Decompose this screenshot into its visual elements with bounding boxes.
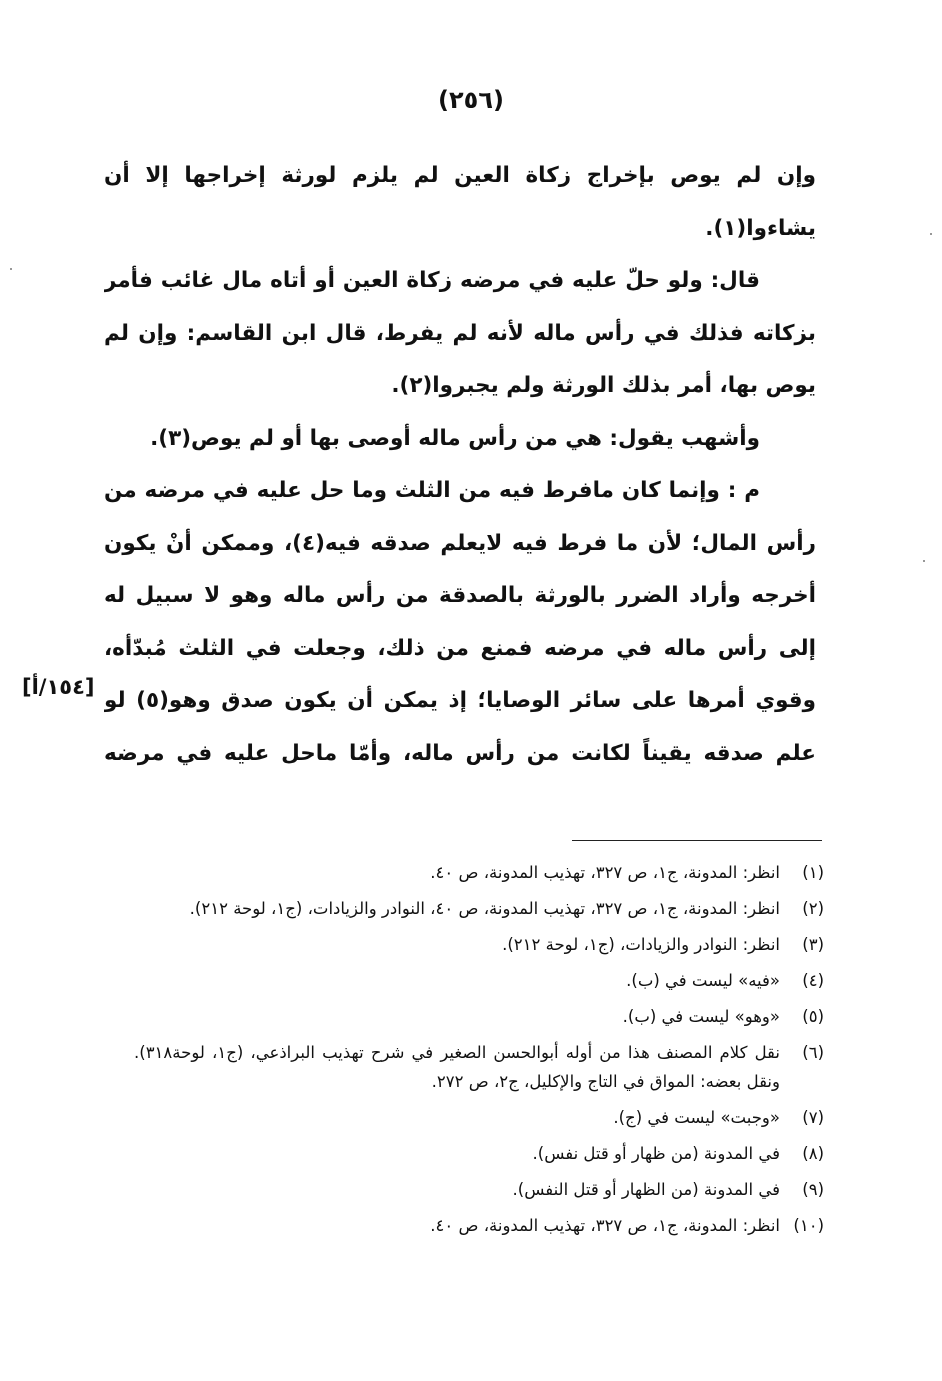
footnote [134, 1002, 824, 1031]
folio-marker: [١٥٤/أ] [22, 675, 95, 699]
footnote-number: (٩) [802, 1180, 824, 1199]
footnote-number: (٨) [802, 1144, 824, 1163]
footnote [134, 1038, 824, 1096]
footnote-number: (٢) [802, 899, 824, 918]
footnote [134, 858, 824, 887]
paragraph: وإن لم يوص بإخراج زكاة العين لم يلزم لورثة إخراجها إلا أن يشاءوا(١). [104, 163, 816, 241]
footnote-text: انظر: النوادر والزيادات، (ج١، لوحة ٢١٢). [502, 935, 780, 954]
footnote [134, 1103, 824, 1132]
paragraph: م : وإنما كان مافرط فيه من الثلث وما حل عليه في مرضه من رأس المال؛ لأن ما فرط فيه لايعلم صدقه فيه(٤)، وممكن أنْ يكون أخرجه وأراد الضرر بالورثة بالصدقة من رأس ماله وهو لا سبيل له إلى رأس ماله في مرضه فمنع من ذلك، وجعلت في الثلث مُبدّأه، وقوي أمرها على سائر الوصايا؛ إذ يمكن أن يكون صدق وهو(٥) لو علم صدقه يقيناً لكانت من رأس ماله، وأمّا ماحل عليه في مرضه [104, 478, 816, 766]
footnote [134, 894, 824, 923]
footnote [134, 1175, 824, 1204]
paragraph: وأشهب يقول: هي من رأس ماله أوصى بها أو لم يوص(٣). [150, 425, 760, 451]
scan-speck [923, 560, 925, 562]
footnote-text: في المدونة (من الظهار أو قتل النفس). [512, 1180, 780, 1199]
footnote-number: (٤) [802, 971, 824, 990]
footnote [134, 966, 824, 995]
footnote [134, 1211, 824, 1240]
scan-speck [930, 233, 932, 235]
footnote-text: «فيه» ليست في (ب). [626, 971, 780, 990]
footnote-text: نقل كلام المصنف هذا من أوله أبوالحسن الصغير في شرح تهذيب البراذعي، (ج١، لوحة٣١٨). ونقل بعضه: المواق في التاج والإكليل، ج٢، ص ٢٧٢. [134, 1043, 780, 1091]
footnote-text: انظر: المدونة، ج١، ص ٣٢٧، تهذيب المدونة، ص ٤٠، النوادر والزيادات، (ج١، لوحة ٢١٢). [189, 899, 780, 918]
footnote-text: انظر: المدونة، ج١، ص ٣٢٧، تهذيب المدونة، ص ٤٠. [430, 863, 780, 882]
footnote-number: (١٠) [793, 1216, 824, 1235]
paragraph: قال: ولو حلّ عليه في مرضه زكاة العين أو أتاه مال غائب فأمر بزكاته فذلك في رأس ماله لأنه لم يفرط، قال ابن القاسم: وإن لم يوص بها، أمر بذلك الورثة ولم يجبروا(٢). [104, 268, 816, 398]
main-text-body [104, 150, 816, 790]
footnote [134, 930, 824, 959]
footnote-number: (٥) [802, 1007, 824, 1026]
footnote-text: انظر: المدونة، ج١، ص ٣٢٧، تهذيب المدونة، ص ٤٠. [430, 1216, 780, 1235]
footnote [134, 1139, 824, 1168]
footnote-number: (١) [802, 863, 824, 882]
footnote-text: في المدونة (من ظهار أو قتل نفس). [532, 1144, 780, 1163]
footnote-number: (٣) [802, 935, 824, 954]
page-number: (٢٥٦) [438, 86, 504, 114]
footnote-number: (٧) [802, 1108, 824, 1127]
footnote-text: «وهو» ليست في (ب). [622, 1007, 780, 1026]
footnotes-section [134, 858, 824, 1298]
footnote-divider [572, 840, 822, 841]
scan-speck [10, 268, 12, 270]
footnote-number: (٦) [802, 1043, 824, 1062]
footnote-text: «وجبت» ليست في (ج). [613, 1108, 780, 1127]
